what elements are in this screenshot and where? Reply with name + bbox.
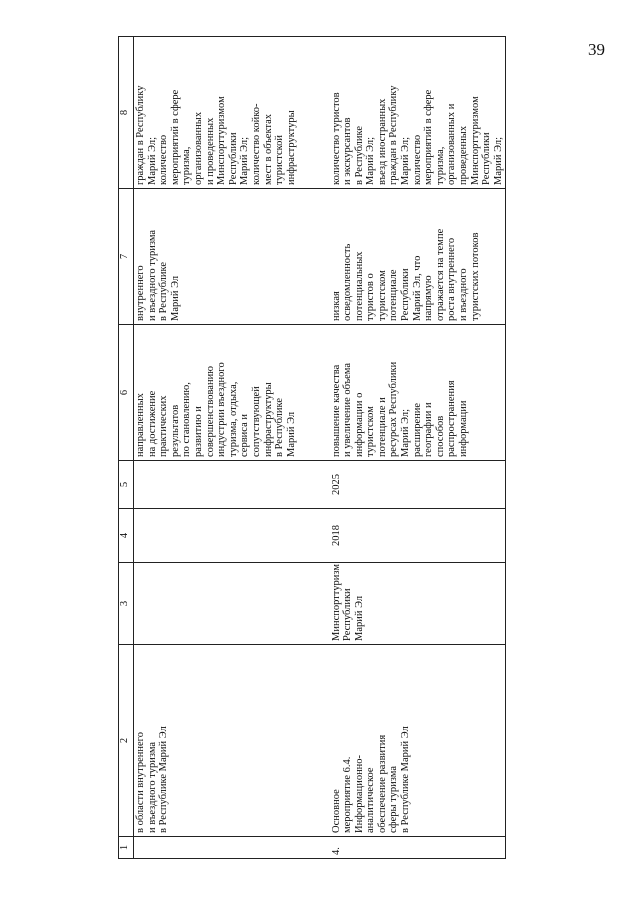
col-header-5: 5 [119, 461, 134, 509]
activity-name: Основное мероприятие 6.4. Информационно- аналитическое обеспечение развития сферы туризма в Республике Марий Эл [330, 645, 506, 837]
header-row [119, 37, 134, 859]
executor [134, 563, 330, 645]
related-indicator: граждан в Республику Марий Эл; количество мероприятий в сфере туризма, организованных и проведенных Минспорттуризмом Республики Марий Эл; количество койко- мест в объектах туристской инфраструктуры [134, 37, 330, 189]
col-header-3: 3 [119, 563, 134, 645]
non-implementation-consequence: внутреннего и въездного туризма в Республике Марий Эл [134, 189, 330, 325]
activity-name: в области внутреннего и въездного туризма в Республике Марий Эл [134, 645, 330, 837]
col-header-6: 6 [119, 325, 134, 461]
program-table [118, 36, 506, 859]
col-header-8: 8 [119, 37, 134, 189]
table-row [330, 37, 506, 859]
non-implementation-consequence: низкая осведомленность потенциальных туристов о туристском потенциале Республики Марий Эл, что напрямую отражается на темпе роста внутреннего и въездного туристских потоков [330, 189, 506, 325]
start-year [134, 509, 330, 563]
col-header-1: 1 [119, 837, 134, 859]
table-row [134, 37, 330, 859]
page-number: 39 [588, 40, 605, 59]
rotated-page [118, 37, 543, 859]
col-header-2: 2 [119, 645, 134, 837]
end-year: 2025 [330, 461, 506, 509]
row-number [134, 837, 330, 859]
expected-result: повышение качества и увеличение объема информации о туристском потенциале и ресурсах Республики Марий Эл; расширение географии и способов распространения информации [330, 325, 506, 461]
col-header-4: 4 [119, 509, 134, 563]
start-year: 2018 [330, 509, 506, 563]
related-indicator: количество туристов и экскурсантов в Республике Марий Эл; въезд иностранных граждан в Республику Марий Эл; количество мероприятий в сфере туризма, организованных и проведенных Минспорттуризмом Республики Марий Эл; [330, 37, 506, 189]
col-header-7: 7 [119, 189, 134, 325]
expected-result: направленных на достижение практических результатов по становлению, развитию и совершенствованию индустрии въездного туризма, отдыха, сервиса и сопутствующей инфраструктуры в Республике Марий Эл [134, 325, 330, 461]
row-number: 4. [330, 837, 506, 859]
executor: Минспорттуризм Республики Марий Эл [330, 563, 506, 645]
end-year [134, 461, 330, 509]
